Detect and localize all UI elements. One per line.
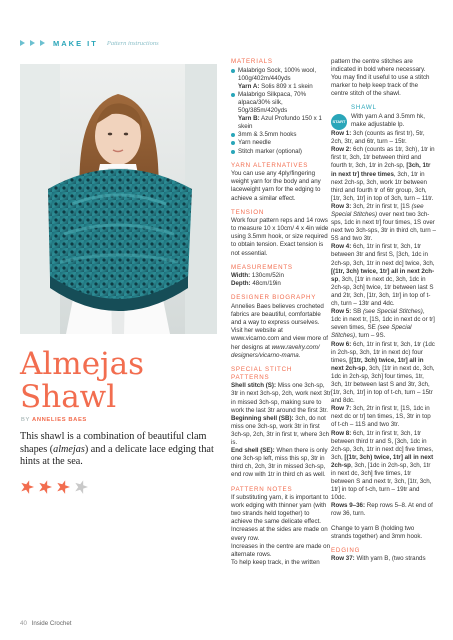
row-text: , 3ch, [1dc in 2ch-sp, 3ch, 1tr in next dc, 3ch] five times, 1tr between S and next tr, 3ch, [1tr, 3ch, 1tr] in top of t-ch, turn – 19tr and 10dc.	[331, 461, 432, 502]
note-text: Increases in the centre are made on alternate rows.	[231, 542, 331, 558]
stitch-text: When there is only one 3ch-sp left, miss this sp, 3tr in third ch, 2ch, 3tr in missed 3ch-sp, end row with 1tr in third ch as well.	[231, 447, 328, 479]
row-centre-text: [(1tr, 3ch) twice, 1tr] all in next 2ch-sp	[331, 356, 424, 372]
row-instruction	[331, 130, 436, 146]
list-item	[231, 115, 331, 131]
stitch-definition	[231, 415, 331, 447]
row-reference: (see Special Stitches)	[331, 202, 424, 218]
star-filled-icon	[56, 480, 70, 494]
row-label: Row 6:	[331, 340, 352, 348]
page-header	[20, 37, 159, 49]
star-empty-icon	[74, 480, 88, 494]
note-text: If substituting yarn, it is important to work edging with thinner yarn (with two strands held together) to achieve the same delicate effect.	[231, 494, 329, 526]
special-stitches-heading: SPECIAL STITCH PATTERNS	[231, 365, 293, 381]
arrow-icon	[40, 40, 45, 46]
column-pattern	[331, 58, 436, 563]
row-instruction	[331, 243, 436, 308]
page-number: 40	[20, 620, 27, 627]
depth-label: Depth:	[231, 280, 251, 288]
material-text: Malabrigo Silkpaca, 70% alpaca/30% silk, 50g/385m/420yds	[238, 90, 307, 115]
width-line	[231, 272, 331, 280]
author-name: ANNELIES BAES	[32, 417, 87, 423]
tension-text: Work four pattern reps and 14 rows to measure 10 x 10cm/ 4 x 4in wide using 3.5mm hook, or size required to obtain tension. Exact tension is not essential.	[231, 217, 329, 257]
yarn-label: Yarn B:	[238, 115, 260, 123]
stitch-definition	[231, 382, 331, 414]
section-label: MAKE IT	[53, 38, 98, 48]
note-text: To help keep track, in the written	[231, 558, 320, 566]
list-item	[231, 67, 331, 83]
row-text: 3ch (counts as first tr), 5tr, 2ch, 3tr, and 6tr, turn – 15tr.	[331, 130, 425, 146]
material-text: 3mm & 3.5mm hooks	[238, 131, 297, 139]
row-instruction	[331, 341, 436, 406]
row-reference: (see Special Stitches)	[363, 308, 423, 316]
stitch-name: Shell stitch (S):	[231, 382, 277, 390]
row-text: , 3ch, 1tr in next 2ch-sp, 3ch, work 1tr between third and fourth tr of 6tr group, 3ch, [1tr, 3ch, 1tr] in top of 3ch, turn – 11tr.	[331, 170, 434, 202]
bullet-icon	[231, 93, 235, 97]
row-instruction	[331, 308, 436, 340]
row-text: , 3ch, [1tr in next dc, 3ch, 1dc in 2ch-sp, 3ch] twice, 1tr between last S and 2tr, 3ch, [1tr, 3ch, 1tr] in top of t-ch, turn – 13tr and 4dc.	[331, 275, 434, 308]
row-label: Row 37:	[331, 555, 355, 563]
bullet-icon	[231, 141, 235, 145]
arrow-icon	[30, 40, 35, 46]
yarn-alternatives-text: You can use any 4ply/fingering weight yarn for the body and any laceweight yarn for the edging to achieve a similar effect.	[231, 170, 321, 202]
row-centre-text: [(1tr, 3ch) twice, 1tr] all in next 2ch-sp	[331, 453, 434, 469]
difficulty-rating	[20, 480, 88, 494]
row-instruction	[331, 146, 436, 203]
edging-heading: EDGING	[331, 546, 361, 554]
row-instruction	[331, 430, 436, 503]
byline	[21, 417, 87, 423]
measurements-heading: MEASUREMENTS	[231, 263, 293, 271]
row-text: 3ch, 2tr in first tr, [1S, 1dc in next dc or tr] ten times, 1S, 3tr in top of t-ch – 11S and two 3tr.	[331, 405, 431, 429]
material-text: Stitch marker (optional)	[238, 147, 302, 155]
row-text: over next two 3ch-sps, 1dc in next tr] four times, 1S over next two 3ch-sps, 3tr in third ch, turn – 5S and two 3tr.	[331, 211, 436, 243]
model-photo	[20, 64, 217, 334]
note-text: Increases at the sides are made on every row.	[231, 526, 328, 542]
intro-paragraph	[20, 431, 220, 469]
byline-prefix: BY	[21, 417, 33, 423]
bullet-icon	[231, 69, 235, 73]
title-line: Shawl	[20, 379, 117, 415]
bullet-icon	[231, 150, 235, 154]
list-item	[231, 148, 331, 156]
start-badge-icon: START	[331, 114, 347, 130]
row-instruction	[331, 502, 436, 518]
materials-heading: MATERIALS	[231, 58, 273, 65]
biography-heading: DESIGNER BIOGRAPHY	[231, 294, 317, 302]
biography-part: Annelies Baes believes crocheted fabrics are beautiful, comfortable and a way to express ourselves. Visit her website at	[231, 303, 324, 335]
arrow-icon	[20, 40, 25, 46]
row-text: SB	[351, 308, 363, 316]
material-text: Malabrigo Sock, 100% wool, 100g/402m/440yds	[238, 66, 317, 82]
width-label: Width:	[231, 272, 251, 280]
section-subtitle: Pattern instructions	[106, 39, 159, 47]
column-materials	[231, 58, 331, 567]
row-label: Rows 9–36:	[331, 502, 366, 510]
website-link[interactable]: www.vicarno.com	[231, 335, 280, 343]
shawl-photo-illustration	[20, 64, 217, 334]
stitch-text: Miss one 3ch-sp, 3tr in next 3ch-sp, 2ch, work next 3tr in missed 3ch-sp, making sure to work the last 3tr around the first 3tr.	[231, 382, 331, 414]
row-text: , turn – 9S.	[355, 332, 386, 340]
row-text: , 1dc in next tr, [1S, 1dc in next dc or tr] seven times, SE	[331, 308, 435, 332]
row-text: With yarn B, (two strands	[354, 555, 426, 563]
material-text: Yarn needle	[238, 139, 271, 147]
depth-value: 48cm/19in	[250, 280, 281, 288]
stitch-definition	[231, 447, 331, 479]
row-centre-text: [(1tr, 3ch) twice, 1tr] all in next 2ch-sp	[331, 267, 435, 283]
tension-heading: TENSION	[231, 208, 265, 216]
biography-text	[231, 303, 331, 360]
stitch-name: Beginning shell (SB):	[231, 414, 294, 422]
row-label: Row 2:	[331, 146, 352, 154]
list-item	[231, 131, 331, 139]
yarn-value: Solis 809 x 1 skein	[259, 82, 313, 90]
width-value: 130cm/52in	[250, 272, 284, 280]
shawl-heading: SHAWL	[351, 104, 377, 112]
start-block	[331, 113, 436, 130]
row-text: 6ch, 1tr in first tr, 3ch, 1tr between third tr and S, [3ch, 1dc in 2ch-sp, 3ch, 1tr in next dc] five times, 3ch,	[331, 429, 434, 461]
biography-part: and view more of her designs at	[231, 335, 328, 351]
yarn-value: Azul Profundo 150 x 1 skein	[238, 115, 322, 131]
ravelry-link[interactable]: www.ravelry.com/ designers/vicarno-mama.	[231, 343, 320, 359]
row-text: 6ch, 1tr in first tr, 3ch, 1tr between 3tr and first S, [3ch, 1dc in 2ch-sp, 3ch, 1tr in next dc] twice, 3ch,	[331, 243, 435, 267]
list-item	[231, 91, 331, 115]
row-reference: (see Special Stitches)	[331, 324, 412, 340]
row-text: 3ch, 2tr in first tr, [1S	[351, 202, 412, 210]
star-filled-icon	[20, 480, 34, 494]
row-label: Row 7:	[331, 405, 352, 413]
article-title	[20, 348, 220, 414]
yarn-alternatives-heading: YARN ALTERNATIVES	[231, 161, 309, 169]
intro-text: This shawl is a combination of beautiful clam shapes (	[20, 431, 207, 455]
title-line: Almejas	[20, 346, 145, 382]
change-yarn-text: Change to yarn B (holding two strands together) and 3mm hook.	[331, 524, 423, 540]
row-instruction	[331, 405, 436, 429]
star-filled-icon	[38, 480, 52, 494]
publication-name: Inside Crochet	[31, 620, 72, 627]
page-footer	[20, 620, 72, 627]
intro-emphasis: almejas	[53, 443, 85, 455]
row-label: Row 8:	[331, 429, 352, 437]
row-instruction	[331, 555, 436, 563]
row-label: Row 3:	[331, 202, 352, 210]
shawl-intro: With yarn A and 3.5mm hk, make adjustable lp.	[351, 113, 425, 129]
row-text: Rep rows 5–8. At end of row 36, turn.	[331, 502, 433, 518]
stitch-name: End shell (SE):	[231, 447, 275, 455]
pattern-notes-heading: PATTERN NOTES	[231, 485, 293, 493]
row-centre-text: [3ch, 1tr in next tr] three times	[331, 162, 431, 178]
row-instruction	[331, 203, 436, 243]
depth-line	[231, 280, 331, 288]
row-text: , 3ch, [1tr in next dc, 3ch, 1dc in 2ch-sp, 3ch] four times, 1tr, 3ch, 1tr between last S and 3tr, 3ch, [1tr, 3ch, 1tr] in top of t-ch, turn – 15tr and 8dc.	[331, 364, 435, 405]
row-label: Row 1:	[331, 130, 352, 138]
list-item	[231, 83, 331, 91]
notes-continued: pattern the centre stitches are indicated in bold where necessary. You may find it useful to use a stitch marker to help keep track of the centre stitch of the shawl.	[331, 58, 430, 98]
row-label: Row 4:	[331, 243, 352, 251]
row-text: 6ch, 1tr in first tr, 3ch, 1tr (1dc in 2ch-sp, 3ch, 1tr in next dc) four times,	[331, 340, 435, 364]
bullet-icon	[231, 133, 235, 137]
yarn-label: Yarn A:	[238, 82, 260, 90]
row-label: Row 5:	[331, 308, 352, 316]
list-item	[231, 139, 331, 147]
stitch-text: 3ch, do not miss one 3ch-sp, work 3tr in first 3ch-sp, 2ch, 3tr in first tr, where 3ch is.	[231, 414, 330, 447]
row-text: 6ch (counts as 1tr, 3ch), 1tr in first tr, 3ch, 1tr between third and fourth tr, 3ch, 1tr in 2ch-sp,	[331, 146, 435, 170]
intro-text: ) and a delicate lace edging that hints at the sea.	[20, 443, 214, 467]
